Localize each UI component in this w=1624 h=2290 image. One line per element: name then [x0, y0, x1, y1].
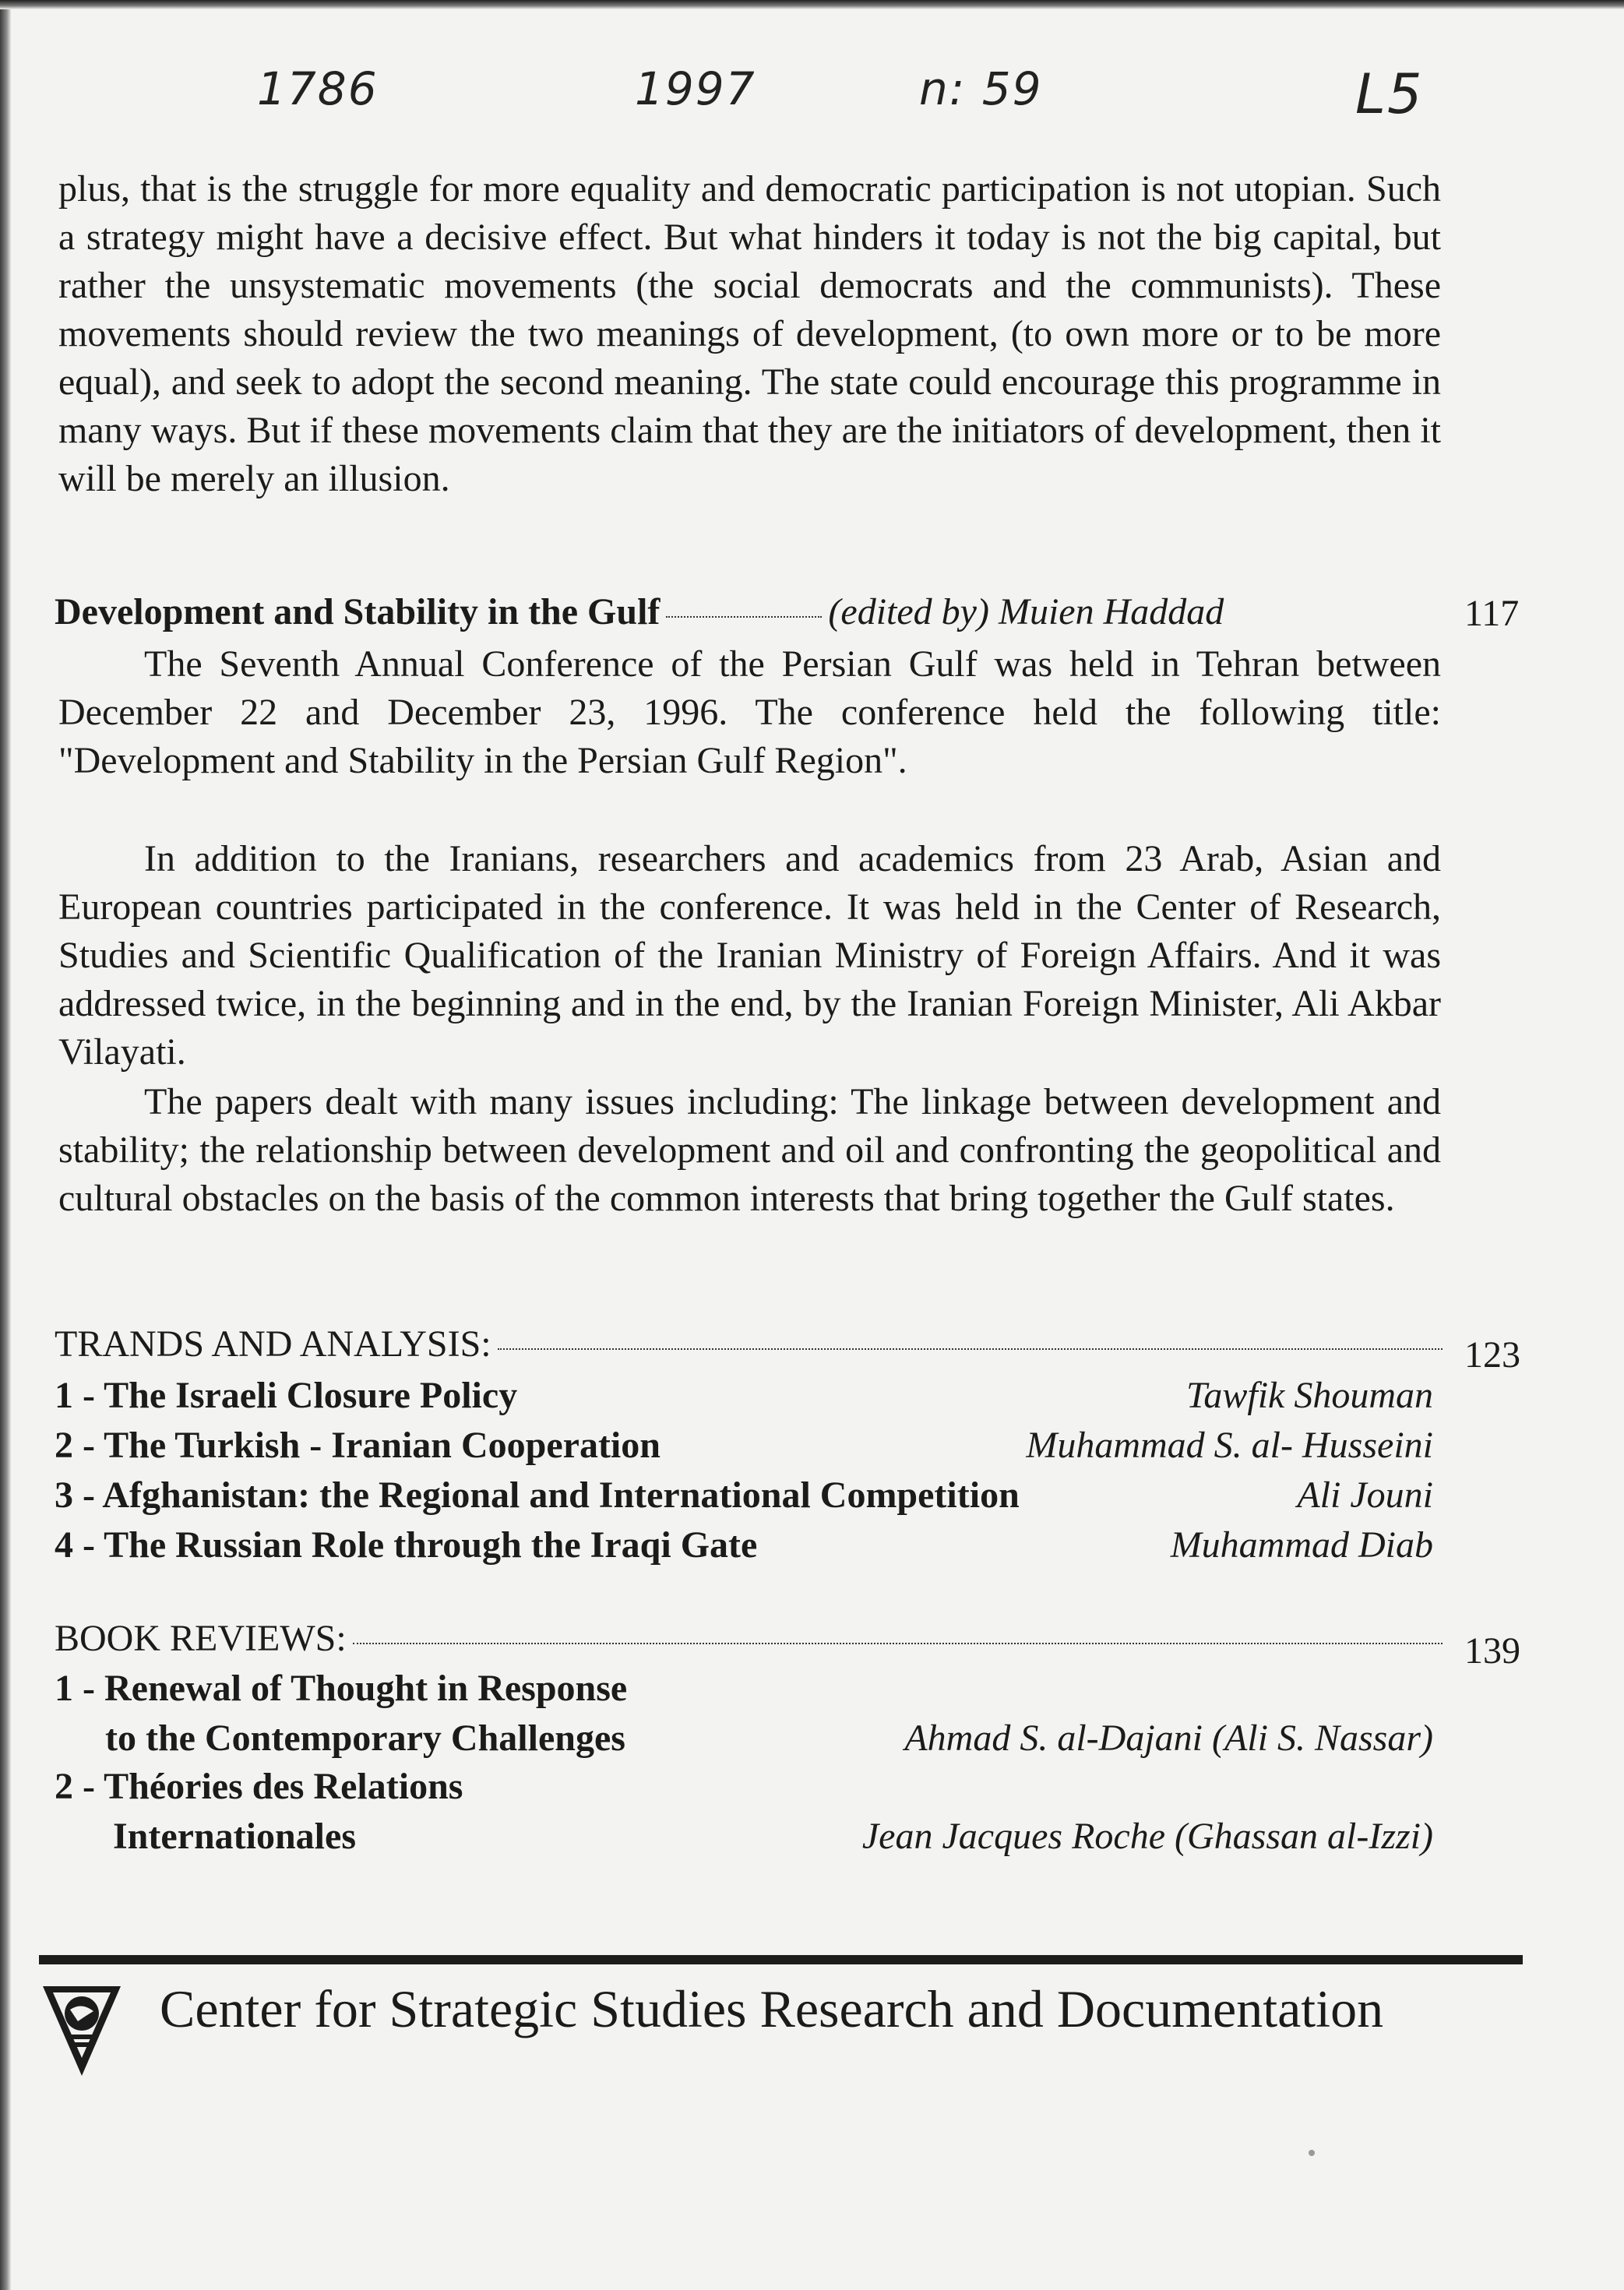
toc-item — [55, 1474, 1433, 1517]
handwritten-note-1: 1786 — [257, 62, 379, 115]
page-top-shadow — [0, 0, 1624, 9]
scan-speck — [1309, 2150, 1315, 2156]
toc-item-title: 3 - Afghanistan: the Regional and International Competition — [55, 1474, 1020, 1516]
section-heading-gulf — [55, 590, 1457, 633]
review-title-line: 2 - Théories des Relations — [55, 1766, 463, 1807]
handwritten-note-2: 1997 — [635, 62, 756, 115]
toc-item-author: Muhammad Diab — [1170, 1524, 1433, 1566]
toc-item — [55, 1424, 1433, 1467]
toc-item-author: Ali Jouni — [1297, 1474, 1433, 1516]
leader-dots — [666, 616, 822, 618]
section-title: Development and Stability in the Gulf — [55, 591, 661, 632]
section-title: TRANDS AND ANALYSIS: — [55, 1323, 491, 1365]
toc-item-author: Tawfik Shouman — [1186, 1375, 1433, 1416]
review-title-line: 1 - Renewal of Thought in Response — [55, 1668, 628, 1709]
section-heading-trands — [55, 1323, 1449, 1365]
gulf-paragraph-1: The Seventh Annual Conference of the Persian Gulf was held in Tehran between December 22 and December 23, 1996. The conference held the following title: "Development and Stability in the Persian Gulf Region". — [58, 643, 1441, 781]
intro-paragraph: plus, that is the struggle for more equality and democratic participation is not utopian. Such a strategy might have a decisive effect. But what hinders it today is not the big capital, but rather the unsystematic movements (the social democrats and the communists). These movements should review the two meanings of development, (to own more or to be more equal), and seek to adopt the second meaning. The state could encourage this programme in many ways. But if these movements claim that they are the initiators of development, then it will be merely an illusion. — [58, 168, 1441, 499]
review-item-line — [105, 1717, 1433, 1760]
toc-item — [55, 1524, 1433, 1566]
leader-dots — [498, 1348, 1443, 1350]
handwritten-note-3: n: 59 — [919, 62, 1043, 115]
review-author: Ahmad S. al-Dajani (Ali S. Nassar) — [904, 1718, 1433, 1759]
footer-title: Center for Strategic Studies Research and Documentation — [160, 1979, 1384, 2038]
page-number-123: 123 — [1464, 1334, 1520, 1376]
footer-rule — [39, 1955, 1523, 1964]
page-edge-shadow — [0, 0, 11, 2290]
review-title-line: Internationales — [113, 1816, 356, 1857]
toc-item — [55, 1374, 1433, 1417]
gulf-paragraph-2: In addition to the Iranians, researchers and academics from 23 Arab, Asian and European countries participated in the conference. It was held in the Center of Research, Studies and Scientific Qualification of the Iranian Ministry of Foreign Affairs. And it was addressed twice, in the beginning and in the end, by the Iranian Foreign Minister, Ali Akbar Vilayati. — [58, 838, 1441, 1073]
section-heading-reviews — [55, 1617, 1449, 1660]
leader-dots — [353, 1643, 1443, 1644]
toc-item-title: 2 - The Turkish - Iranian Cooperation — [55, 1425, 661, 1466]
page-number-117: 117 — [1464, 593, 1520, 634]
page-number-139: 139 — [1464, 1630, 1520, 1672]
review-item-line — [55, 1765, 1433, 1808]
handwritten-note-4: L5 — [1355, 62, 1424, 126]
section-title: BOOK REVIEWS: — [55, 1618, 347, 1659]
review-item-line — [113, 1815, 1433, 1858]
toc-item-author: Muhammad S. al- Husseini — [1026, 1425, 1433, 1466]
review-item-line — [55, 1667, 1433, 1710]
toc-item-title: 4 - The Russian Role through the Iraqi Gate — [55, 1524, 758, 1566]
gulf-paragraph-3: The papers dealt with many issues including: The linkage between development and stability; the relationship between development and oil and confronting the geopolitical and cultural obstacles on the basis of the common interests that bring together the Gulf states. — [58, 1081, 1441, 1219]
review-author: Jean Jacques Roche (Ghassan al-Izzi) — [861, 1816, 1433, 1857]
center-logo-icon — [39, 1978, 125, 2080]
toc-item-title: 1 - The Israeli Closure Policy — [55, 1375, 518, 1416]
section-author: (edited by) Muien Haddad — [828, 591, 1224, 632]
review-title-line: to the Contemporary Challenges — [105, 1718, 625, 1759]
